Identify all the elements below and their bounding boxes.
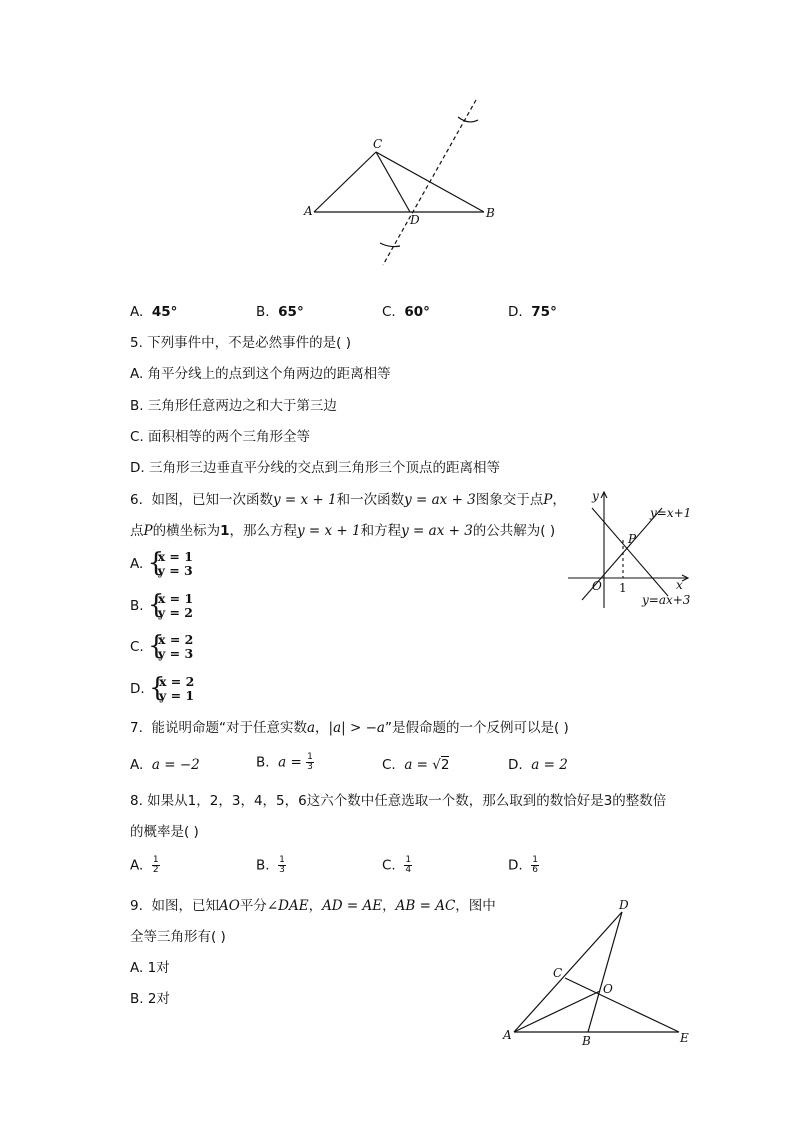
q8-option-d[interactable]: D. $\frac{1}{6}$ — [508, 855, 539, 875]
q8-stem-line2: 的概率是( ) — [130, 824, 199, 840]
segment-AO — [514, 991, 600, 1032]
q4-option-c[interactable]: C. 60° — [382, 304, 430, 320]
label-D-q4: D — [410, 213, 420, 227]
graph-origin-label: O — [592, 579, 602, 593]
q7-option-a[interactable]: A. a = −2 — [130, 757, 200, 773]
graph-y-axis-label: y — [592, 489, 599, 503]
q9-stem-line2: 全等三角形有( ) — [130, 929, 226, 945]
segment-CE — [565, 978, 679, 1032]
q8-option-b[interactable]: B. $\frac{1}{3}$ — [256, 855, 285, 875]
q6-stem-line2: 点P的横坐标为1，那么方程y = x + 1和方程y = ax + 3的公共解为( ) — [130, 523, 556, 539]
q8-option-a[interactable]: A. $\frac{1}{2}$ — [130, 855, 159, 875]
graph-tick-label: 1 — [619, 581, 627, 595]
label-C-q4: C — [373, 137, 383, 151]
graph-point-label: P — [628, 532, 637, 546]
q7-option-c[interactable]: C. a = √2 — [382, 757, 450, 773]
q7-option-b[interactable]: B. a = $\frac{1}{3}$ — [256, 752, 313, 772]
q5-option-b[interactable]: B. 三角形任意两边之和大于第三边 — [130, 398, 337, 414]
graph-x-axis-label: x — [676, 578, 683, 592]
q4-option-b[interactable]: B. 65° — [256, 304, 304, 320]
label-A-q9: A — [503, 1028, 512, 1042]
q6-option-a[interactable]: A. { x = 1 y = 3 — [130, 548, 193, 578]
q9-option-b[interactable]: B. 2对 — [130, 991, 170, 1007]
q9-option-a[interactable]: A. 1对 — [130, 960, 170, 976]
graph-line2-label: y=ax+3 — [642, 593, 691, 607]
q9-stem-line1: 9. 如图，已知AO平分∠DAE，AD = AE，AB = AC，图中 — [130, 898, 496, 914]
label-A-q4: A — [304, 204, 313, 218]
q5-stem: 5. 下列事件中，不是必然事件的是( ) — [130, 335, 351, 351]
label-C-q9: C — [553, 966, 563, 980]
q6-option-d[interactable]: D. { x = 2 y = 1 — [130, 673, 195, 703]
q5-option-c[interactable]: C. 面积相等的两个三角形全等 — [130, 429, 311, 445]
label-B-q9: B — [582, 1034, 591, 1048]
segment-AD — [514, 912, 622, 1032]
label-B-q4: B — [486, 206, 495, 220]
sqrt-sign: √ — [432, 757, 441, 773]
q8-option-c[interactable]: C. $\frac{1}{4}$ — [382, 855, 412, 875]
q6-stem-line1: 6. 如图，已知一次函数y = x + 1和一次函数y = ax + 3图象交于点P， — [130, 492, 566, 508]
label-D-q9: D — [619, 898, 629, 912]
label-E-q9: E — [680, 1031, 689, 1045]
q4-option-d[interactable]: D. 75° — [508, 304, 557, 320]
q4-option-a[interactable]: A. 45° — [130, 304, 178, 320]
q6-option-c[interactable]: C. { x = 2 y = 3 — [130, 631, 194, 661]
q7-option-d[interactable]: D. a = 2 — [508, 757, 568, 773]
label-O-q9: O — [603, 982, 613, 996]
q6-option-b[interactable]: B. { x = 1 y = 2 — [130, 590, 194, 620]
graph-line1-label: y=x+1 — [650, 506, 692, 520]
q8-stem-line1: 8. 如果从1，2，3，4，5，6这六个数中任意选取一个数，那么取到的数恰好是3的整数倍 — [130, 793, 667, 809]
q7-stem: 7. 能说明命题“对于任意实数a，|a| > −a”是假命题的一个反例可以是( ) — [130, 720, 569, 736]
q5-option-a[interactable]: A. 角平分线上的点到这个角两边的距离相等 — [130, 366, 391, 382]
q5-option-d[interactable]: D. 三角形三边垂直平分线的交点到三角形三个顶点的距离相等 — [130, 460, 500, 476]
